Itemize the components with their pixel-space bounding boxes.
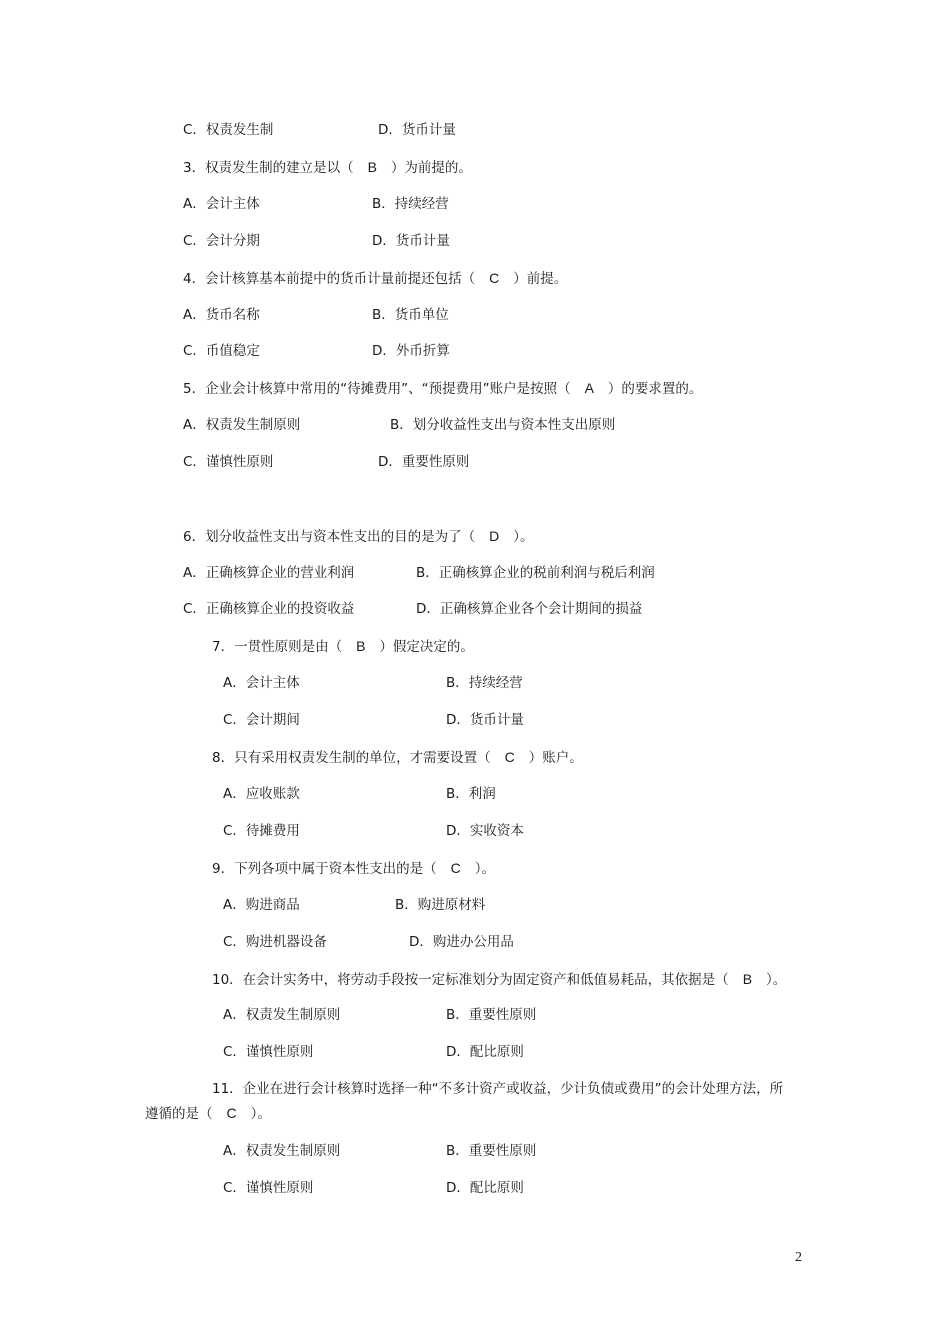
page-number: 2 — [795, 1250, 802, 1265]
q8-stem-pre: 8．只有采用权责发生制的单位，才需要设置（ — [212, 750, 491, 766]
q7-answer: B — [356, 638, 366, 654]
q10-option-d: D．配比原则 — [446, 1044, 524, 1060]
q9-answer: C — [450, 860, 461, 876]
q7-option-a: A．会计主体 — [223, 675, 300, 691]
q4-option-c: C．币值稳定 — [183, 343, 260, 359]
q8-answer: C — [504, 749, 515, 765]
q9-option-c: C．购进机器设备 — [223, 934, 327, 950]
q4-option-a: A．货币名称 — [183, 307, 260, 323]
q5-option-b: B．划分收益性支出与资本性支出原则 — [390, 417, 616, 433]
q9-stem — [212, 859, 495, 878]
q10-stem-post: ）。 — [766, 972, 787, 988]
q7-stem-pre: 7．一贯性原则是由（ — [212, 639, 343, 655]
q3-option-d: D．货币计量 — [372, 233, 450, 249]
q6-answer: D — [489, 528, 500, 544]
q10-option-c: C．谨慎性原则 — [223, 1044, 314, 1060]
q5-option-d: D．重要性原则 — [378, 454, 470, 470]
q4-option-d: D．外币折算 — [372, 343, 450, 359]
q8-option-d: D．实收资本 — [446, 823, 524, 839]
q3-option-a: A．会计主体 — [183, 196, 260, 212]
q11-stem-pre: 遵循的是（ — [145, 1106, 213, 1122]
q5-stem-post: ）的要求置的。 — [607, 381, 703, 397]
q6-stem — [183, 527, 533, 546]
q10-answer: B — [742, 971, 753, 987]
q7-option-c: C．会计期间 — [223, 712, 300, 728]
q11-stem-line2 — [145, 1104, 271, 1123]
q10-stem — [212, 970, 786, 989]
q6-stem-post: ）。 — [513, 529, 534, 545]
q6-option-b: B．正确核算企业的税前利润与税后利润 — [416, 565, 655, 581]
q8-option-a: A．应收账款 — [223, 786, 300, 802]
q8-stem-post: ）账户。 — [528, 750, 583, 766]
q9-stem-post: ）。 — [474, 861, 495, 877]
q3-answer: B — [367, 159, 377, 175]
q8-stem — [212, 748, 583, 767]
q11-answer: C — [226, 1105, 237, 1121]
q10-option-a: A．权责发生制原则 — [223, 1007, 341, 1023]
q2-option-d: D．货币计量 — [378, 122, 456, 138]
q5-stem-pre: 5．企业会计核算中常用的“待摊费用”、“预提费用”账户是按照（ — [183, 381, 571, 397]
q5-stem — [183, 379, 702, 398]
q5-option-a: A．权责发生制原则 — [183, 417, 301, 433]
q7-stem — [212, 637, 474, 656]
q6-option-a: A．正确核算企业的营业利润 — [183, 565, 355, 581]
q11-stem-post: ）。 — [250, 1106, 271, 1122]
q6-option-d: D．正确核算企业各个会计期间的损益 — [416, 601, 643, 617]
q11-option-b: B．重要性原则 — [446, 1143, 537, 1159]
q9-option-a: A．购进商品 — [223, 897, 300, 913]
q4-answer: C — [489, 270, 500, 286]
q3-option-c: C．会计分期 — [183, 233, 260, 249]
q4-stem-pre: 4．会计核算基本前提中的货币计量前提还包括（ — [183, 271, 476, 287]
q2-option-c: C．权责发生制 — [183, 122, 274, 138]
q7-option-b: B．持续经营 — [446, 675, 523, 691]
q7-stem-post: ）假定决定的。 — [379, 639, 474, 655]
q3-stem — [183, 158, 472, 177]
q11-option-a: A．权责发生制原则 — [223, 1143, 341, 1159]
q9-option-b: B．购进原材料 — [395, 897, 486, 913]
q5-answer: A — [584, 380, 594, 396]
q5-option-c: C．谨慎性原则 — [183, 454, 274, 470]
q10-stem-pre: 10．在会计实务中，将劳动手段按一定标准划分为固定资产和低值易耗品，其依据是（ — [212, 972, 729, 988]
q4-stem-post: ）前提。 — [513, 271, 568, 287]
q10-option-b: B．重要性原则 — [446, 1007, 537, 1023]
q6-option-c: C．正确核算企业的投资收益 — [183, 601, 355, 617]
q3-stem-post: ）为前提的。 — [390, 160, 472, 176]
q4-stem — [183, 269, 567, 288]
q8-option-c: C．待摊费用 — [223, 823, 300, 839]
q6-stem-pre: 6．划分收益性支出与资本性支出的目的是为了（ — [183, 529, 476, 545]
q11-option-c: C．谨慎性原则 — [223, 1180, 314, 1196]
q7-option-d: D．货币计量 — [446, 712, 524, 728]
q3-option-b: B．持续经营 — [372, 196, 449, 212]
q11-stem-line1: 11．企业在进行会计核算时选择一种“不多计资产或收益，少计负债或费用”的会计处理方法，所 — [212, 1081, 784, 1097]
q9-option-d: D．购进办公用品 — [409, 934, 514, 950]
q9-stem-pre: 9．下列各项中属于资本性支出的是（ — [212, 861, 437, 877]
q3-stem-pre: 3．权责发生制的建立是以（ — [183, 160, 354, 176]
q4-option-b: B．货币单位 — [372, 307, 449, 323]
q8-option-b: B．利润 — [446, 786, 496, 802]
q11-option-d: D．配比原则 — [446, 1180, 524, 1196]
